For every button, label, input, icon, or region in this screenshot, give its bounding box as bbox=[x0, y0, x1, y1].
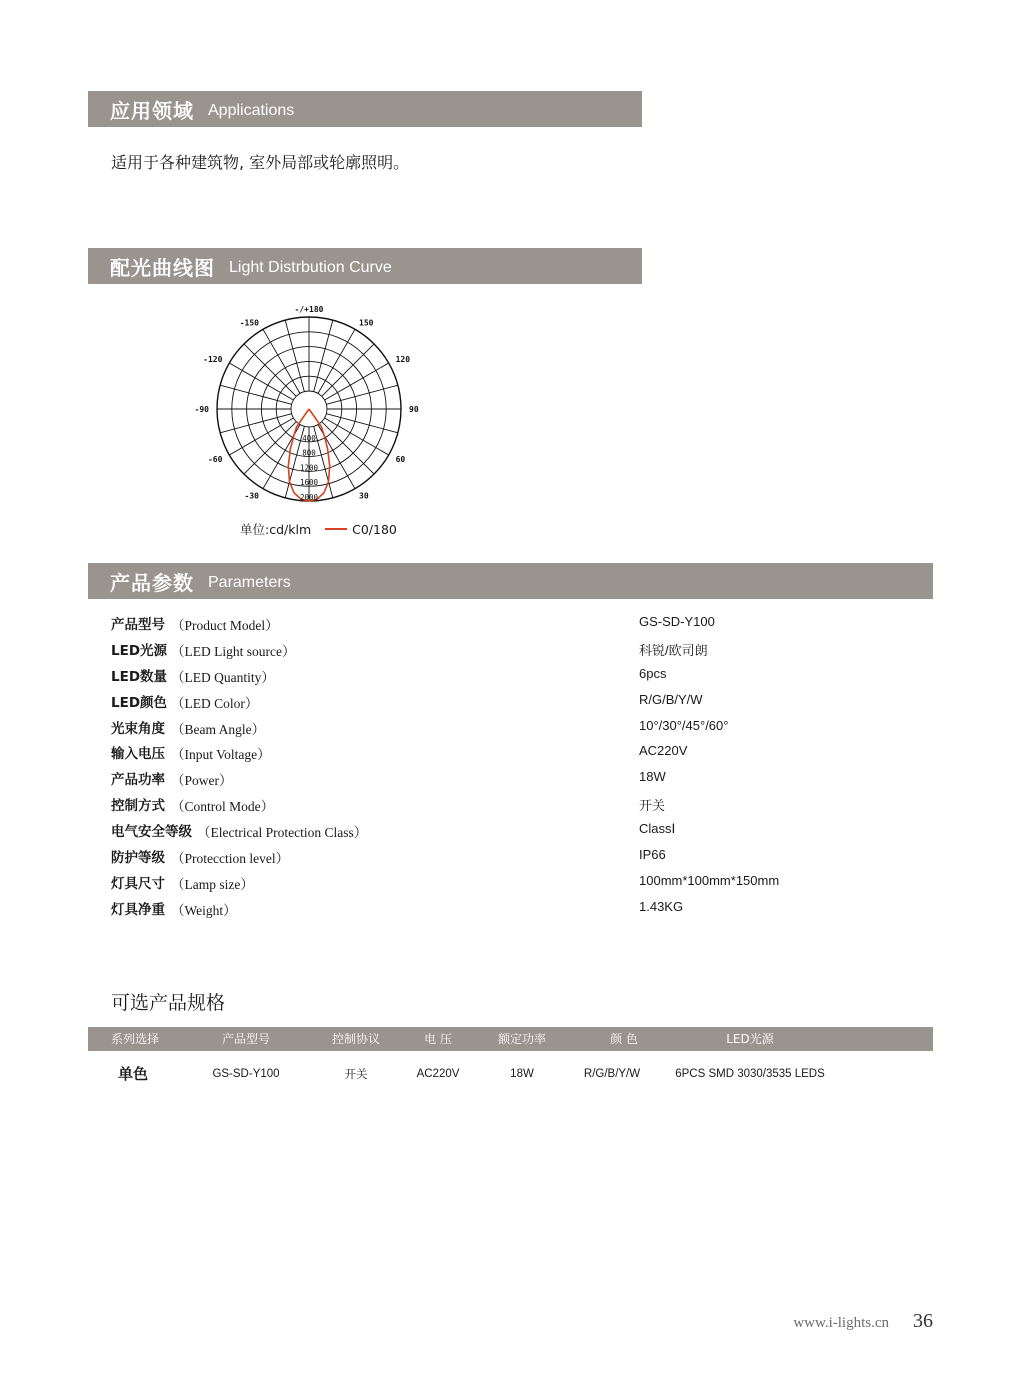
spec-cell-voltage: AC220V bbox=[416, 1068, 460, 1080]
spec-header-led-source: LED光源 bbox=[726, 1032, 774, 1046]
param-name: 产品功率 bbox=[111, 772, 165, 789]
param-row-input-voltage bbox=[111, 738, 811, 764]
param-name-en: （Power） bbox=[171, 773, 233, 789]
page-footer bbox=[793, 1310, 933, 1333]
spec-header-color: 颜 色 bbox=[610, 1032, 638, 1046]
param-name-en: （Weight） bbox=[171, 902, 237, 918]
applications-header bbox=[88, 91, 642, 127]
angle-label: -30 bbox=[244, 491, 259, 501]
polar-spoke bbox=[322, 344, 374, 396]
param-name: LED颜色 bbox=[111, 694, 168, 711]
param-name: 灯具净重 bbox=[111, 901, 165, 918]
angle-label: 60 bbox=[395, 455, 406, 464]
spec-cell-series: 单色 bbox=[117, 1065, 149, 1083]
angle-label: 120 bbox=[395, 355, 411, 364]
polar-spoke bbox=[314, 320, 333, 391]
param-row-led-color bbox=[111, 687, 811, 713]
param-name: 防护等级 bbox=[111, 850, 165, 867]
spec-cell-color: R/G/B/Y/W bbox=[583, 1068, 641, 1080]
param-name: LED光源 bbox=[111, 642, 168, 659]
angle-label: 30 bbox=[359, 491, 369, 501]
param-name-en: （Protecction level） bbox=[171, 851, 290, 867]
polar-spoke bbox=[220, 385, 291, 404]
footer-url: www.i-lights.cn bbox=[793, 1315, 889, 1331]
param-value: ClassⅠ bbox=[639, 821, 676, 837]
spec-header-voltage: 电 压 bbox=[424, 1032, 452, 1046]
param-name: 控制方式 bbox=[111, 798, 165, 815]
angle-label: -60 bbox=[207, 455, 223, 464]
param-row-protection-class bbox=[111, 816, 811, 842]
param-row-control-mode bbox=[111, 790, 811, 816]
param-name: LED数量 bbox=[111, 668, 168, 685]
angle-label: -90 bbox=[194, 405, 209, 414]
param-value: 100mm*100mm*150mm bbox=[639, 872, 780, 888]
param-row-led-quantity bbox=[111, 661, 811, 687]
spec-header-model: 产品型号 bbox=[221, 1032, 271, 1046]
param-value: 1.43KG bbox=[639, 898, 684, 914]
spec-header-power: 额定功率 bbox=[497, 1032, 547, 1046]
table-row bbox=[88, 1062, 933, 1086]
angle-label: 150 bbox=[359, 318, 374, 328]
light-curve-title-cn: 配光曲线图 bbox=[110, 255, 215, 280]
radial-label: 800 bbox=[302, 448, 316, 458]
param-name-en: （LED Color） bbox=[171, 695, 259, 711]
applications-text: 适用于各种建筑物, 室外局部或轮廓照明。 bbox=[111, 153, 410, 172]
applications-title-en: Applications bbox=[208, 102, 295, 119]
param-row-lamp-size bbox=[111, 868, 811, 894]
spec-cell-power: 18W bbox=[510, 1068, 534, 1080]
spec-cell-model: GS-SD-Y100 bbox=[212, 1068, 280, 1080]
param-value: IP66 bbox=[639, 847, 666, 863]
polar-spoke bbox=[285, 320, 304, 391]
radial-label: 2000 bbox=[299, 493, 319, 502]
param-name: 电气安全等级 bbox=[111, 824, 192, 841]
parameters-title-en: Parameters bbox=[208, 574, 291, 591]
radial-label: 400 bbox=[302, 433, 316, 443]
param-name-en: （LED Quantity） bbox=[171, 669, 275, 685]
parameters-header bbox=[88, 563, 933, 599]
applications-title-cn: 应用领域 bbox=[110, 98, 194, 123]
param-name: 产品型号 bbox=[111, 617, 165, 633]
polar-chart bbox=[190, 300, 430, 515]
param-value: 科锐/欧司朗 bbox=[639, 642, 708, 658]
light-curve-title-en: Light Distrbution Curve bbox=[229, 259, 392, 276]
param-name-en: （Electrical Protection Class） bbox=[197, 825, 368, 841]
param-name-en: （Lamp size） bbox=[171, 876, 254, 892]
spec-table-header bbox=[88, 1027, 933, 1051]
param-name-en: （Control Mode） bbox=[171, 799, 275, 815]
legend-label: C0/180 bbox=[352, 521, 397, 537]
param-row-model bbox=[111, 609, 811, 635]
param-row-protection-level bbox=[111, 842, 811, 868]
chart-legend bbox=[240, 520, 397, 538]
optional-specs-title: 可选产品规格 bbox=[111, 992, 226, 1014]
polar-chart-svg bbox=[190, 300, 430, 515]
param-name-en: （LED Light source） bbox=[171, 643, 296, 659]
light-curve-header bbox=[88, 248, 642, 284]
param-name-en: （Product Model） bbox=[171, 618, 279, 633]
spec-header-series: 系列选择 bbox=[110, 1032, 160, 1046]
param-value: 开关 bbox=[639, 798, 666, 814]
param-name: 输入电压 bbox=[111, 746, 165, 763]
param-value: GS-SD-Y100 bbox=[639, 614, 715, 629]
param-row-light-source bbox=[111, 635, 811, 661]
page-number: 36 bbox=[913, 1310, 933, 1332]
param-row-power bbox=[111, 764, 811, 790]
spec-cell-protocol: 开关 bbox=[344, 1067, 368, 1081]
angle-label: -120 bbox=[203, 355, 223, 364]
param-value: R/G/B/Y/W bbox=[639, 691, 703, 707]
param-name: 灯具尺寸 bbox=[111, 875, 165, 892]
param-name-en: （Input Voltage） bbox=[171, 747, 271, 763]
param-value: AC220V bbox=[639, 743, 688, 759]
polar-spoke bbox=[244, 344, 296, 396]
radial-label: 1200 bbox=[299, 463, 319, 473]
radial-label: 1600 bbox=[299, 478, 319, 488]
parameters-title-cn: 产品参数 bbox=[110, 570, 194, 595]
param-value: 10°/30°/45°/60° bbox=[639, 717, 729, 733]
param-row-weight bbox=[111, 894, 811, 920]
legend-line-swatch bbox=[325, 528, 347, 530]
polar-spoke bbox=[326, 385, 397, 404]
param-value: 6pcs bbox=[639, 665, 667, 681]
param-value: 18W bbox=[639, 769, 666, 785]
spec-header-protocol: 控制协议 bbox=[331, 1032, 381, 1046]
angle-label: -150 bbox=[239, 318, 259, 328]
param-row-beam-angle bbox=[111, 713, 811, 739]
param-name-en: （Beam Angle） bbox=[171, 721, 266, 737]
parameters-table bbox=[111, 609, 811, 920]
polar-spoke bbox=[326, 414, 397, 433]
angle-label: -/+180 bbox=[294, 305, 324, 314]
angle-label: 90 bbox=[409, 405, 419, 414]
param-name: 光束角度 bbox=[111, 720, 165, 737]
unit-label: 单位:cd/klm bbox=[240, 522, 312, 537]
polar-spoke bbox=[220, 414, 291, 433]
spec-cell-led-source: 6PCS SMD 3030/3535 LEDS bbox=[675, 1068, 825, 1080]
